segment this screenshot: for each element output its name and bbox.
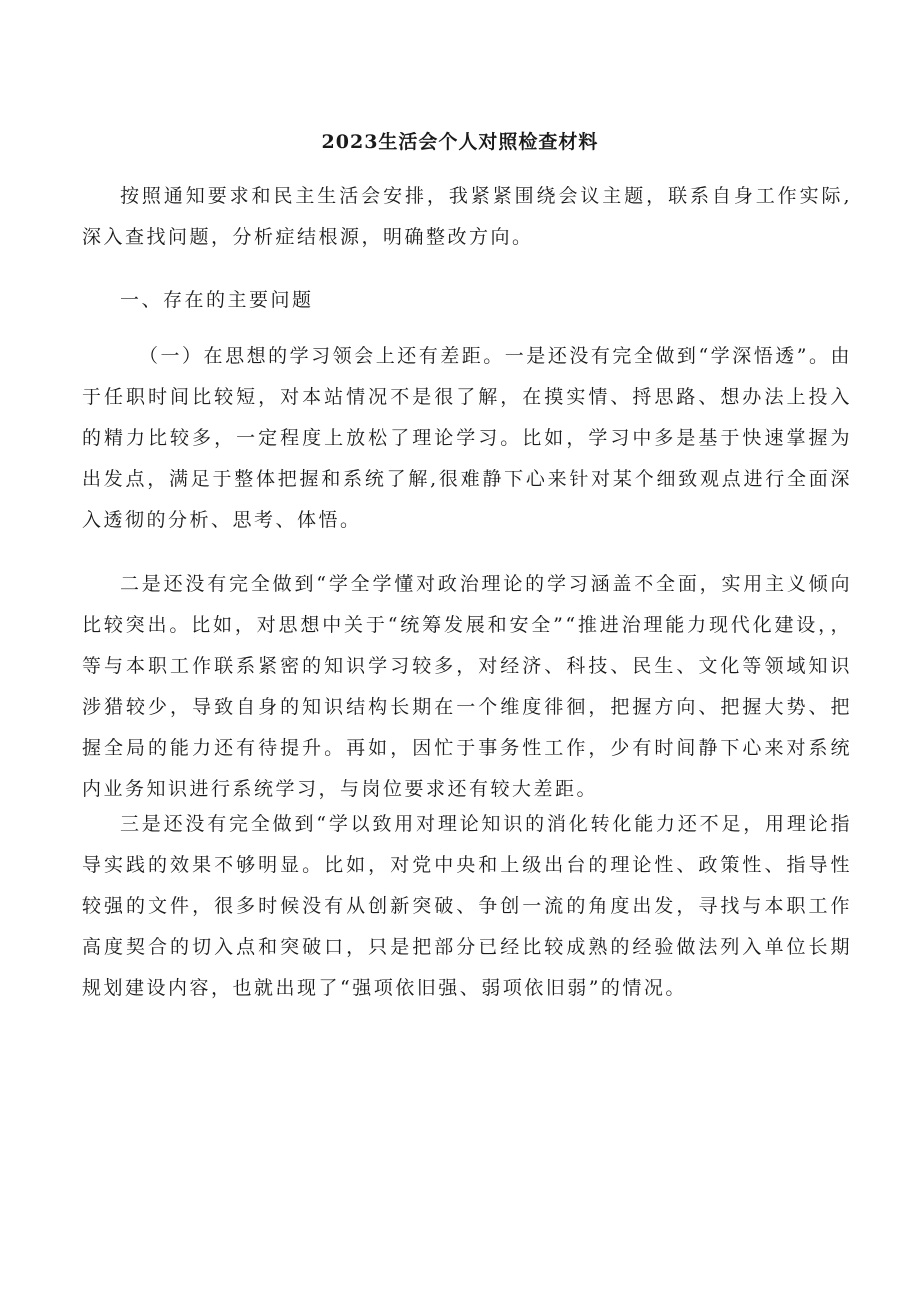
section-heading: 一、存在的主要问题 — [120, 289, 314, 311]
paragraph-point-three: 三是还没有完全做到“学以致用对理论知识的消化转化能力还不足，用理论指导实践的效果不够明显。比如，对党中央和上级出台的理论性、政策性、指导性较强的文件，很多时候没有从创新突破、争创一流的角度出发，寻找与本职工作高度契合的切入点和突破口，只是把部分已经比较成熟的经验做法列入单位长期规划建设内容，也就出现了“强项依旧强、弱项依旧弱”的情况。 — [82, 813, 852, 999]
paragraph-point-one: （一）在思想的学习领会上还有差距。一是还没有完全做到“学深悟透”。由于任职时间比较短，对本站情况不是很了解，在摸实情、捋思路、想办法上投入的精力比较多，一定程度上放松了理论学习。比如，学习中多是基于快速掌握为出发点，满足于整体把握和系统了解,很难静下心来针对某个细致观点进行全面深入透彻的分析、思考、体悟。 — [82, 345, 852, 531]
document-title: 2023生活会个人对照检查材料 — [321, 131, 599, 153]
paragraph-point-two: 二是还没有完全做到“学全学懂对政治理论的学习涵盖不全面，实用主义倾向比较突出。比如，对思想中关于“统筹发展和安全”“推进治理能力现代化建设，，等与本职工作联系紧密的知识学习较多，对经济、科技、民生、文化等领域知识涉猎较少，导致自身的知识结构长期在一个维度徘徊，把握方向、把握大势、把握全局的能力还有待提升。再如，因忙于事务性工作，少有时间静下心来对系统内业务知识进行系统学习，与岗位要求还有较大差距。 — [82, 573, 852, 800]
intro-paragraph: 按照通知要求和民主生活会安排，我紧紧围绕会议主题，联系自身工作实际,深入查找问题，分析症结根源，明确整改方向。 — [82, 185, 852, 248]
